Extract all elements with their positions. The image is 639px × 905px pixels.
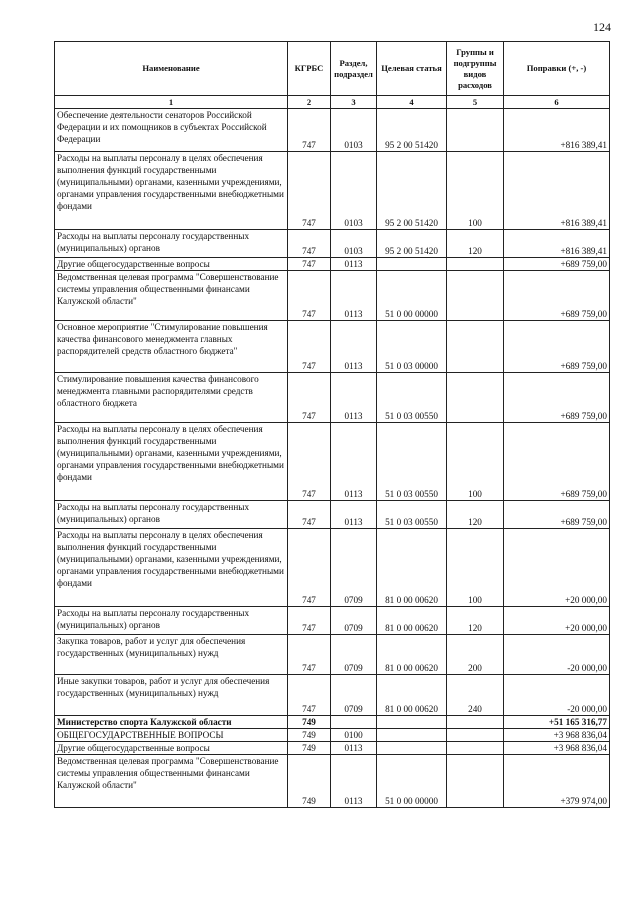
row-expense-group: 100 bbox=[447, 152, 504, 230]
row-amount: +20 000,00 bbox=[504, 529, 610, 607]
header-expense-groups: Группы и подгруппы видов расходов bbox=[447, 42, 504, 96]
row-section: 0709 bbox=[331, 607, 377, 635]
column-number: 4 bbox=[377, 96, 447, 109]
row-name: Министерство спорта Калужской области bbox=[55, 716, 288, 729]
row-target-article: 81 0 00 00620 bbox=[377, 529, 447, 607]
row-name: Расходы на выплаты персоналу в целях обеспечения выполнения функций государственными (муниципальными) органами, казенными учреждениями, органами управления государственными внебюджетными фондами bbox=[55, 152, 288, 230]
row-amount: +689 759,00 bbox=[504, 258, 610, 271]
row-amount: +689 759,00 bbox=[504, 423, 610, 501]
table-row bbox=[55, 152, 610, 230]
header-section: Раздел, подраздел bbox=[331, 42, 377, 96]
row-name: Основное мероприятие "Стимулирование повышения качества финансового менеджмента главных распорядителей средств областного бюджета" bbox=[55, 321, 288, 373]
column-number: 1 bbox=[55, 96, 288, 109]
row-kgrbs: 747 bbox=[288, 607, 331, 635]
row-target-article: 95 2 00 51420 bbox=[377, 230, 447, 258]
row-section: 0113 bbox=[331, 501, 377, 529]
row-target-article bbox=[377, 742, 447, 755]
row-amount: +816 389,41 bbox=[504, 230, 610, 258]
row-target-article: 51 0 03 00550 bbox=[377, 501, 447, 529]
table-row bbox=[55, 755, 610, 808]
row-kgrbs: 747 bbox=[288, 271, 331, 321]
row-kgrbs: 747 bbox=[288, 258, 331, 271]
row-name: Ведомственная целевая программа "Совершенствование системы управления общественными финансами Калужской области" bbox=[55, 755, 288, 808]
row-expense-group bbox=[447, 373, 504, 423]
row-expense-group: 200 bbox=[447, 635, 504, 675]
row-amount: +379 974,00 bbox=[504, 755, 610, 808]
row-kgrbs: 747 bbox=[288, 635, 331, 675]
table-row bbox=[55, 271, 610, 321]
column-number: 3 bbox=[331, 96, 377, 109]
table-row bbox=[55, 675, 610, 716]
row-kgrbs: 747 bbox=[288, 501, 331, 529]
row-kgrbs: 747 bbox=[288, 109, 331, 152]
column-number-row bbox=[55, 96, 610, 109]
row-expense-group: 240 bbox=[447, 675, 504, 716]
row-amount: +689 759,00 bbox=[504, 501, 610, 529]
row-kgrbs: 749 bbox=[288, 755, 331, 808]
table-row bbox=[55, 635, 610, 675]
table-row bbox=[55, 501, 610, 529]
row-target-article: 95 2 00 51420 bbox=[377, 109, 447, 152]
row-section: 0709 bbox=[331, 635, 377, 675]
row-target-article: 51 0 03 00550 bbox=[377, 373, 447, 423]
row-target-article: 81 0 00 00620 bbox=[377, 607, 447, 635]
row-expense-group: 100 bbox=[447, 423, 504, 501]
row-target-article: 51 0 00 00000 bbox=[377, 271, 447, 321]
row-target-article bbox=[377, 258, 447, 271]
budget-amendments-table bbox=[54, 41, 610, 808]
row-target-article: 95 2 00 51420 bbox=[377, 152, 447, 230]
row-expense-group bbox=[447, 729, 504, 742]
row-section: 0113 bbox=[331, 742, 377, 755]
row-section: 0103 bbox=[331, 109, 377, 152]
table-row bbox=[55, 321, 610, 373]
row-section: 0113 bbox=[331, 755, 377, 808]
row-kgrbs: 749 bbox=[288, 729, 331, 742]
table-row bbox=[55, 529, 610, 607]
row-expense-group bbox=[447, 109, 504, 152]
row-section: 0709 bbox=[331, 529, 377, 607]
row-section: 0113 bbox=[331, 423, 377, 501]
row-name: Расходы на выплаты персоналу государственных (муниципальных) органов bbox=[55, 501, 288, 529]
row-name: Расходы на выплаты персоналу государственных (муниципальных) органов bbox=[55, 230, 288, 258]
row-expense-group: 120 bbox=[447, 607, 504, 635]
table-row bbox=[55, 230, 610, 258]
row-kgrbs: 747 bbox=[288, 529, 331, 607]
row-target-article: 51 0 03 00550 bbox=[377, 423, 447, 501]
row-target-article: 51 0 03 00000 bbox=[377, 321, 447, 373]
row-name: Расходы на выплаты персоналу в целях обеспечения выполнения функций государственными (муниципальными) органами, казенными учреждениями, органами управления государственными внебюджетными фондами bbox=[55, 423, 288, 501]
table-row bbox=[55, 729, 610, 742]
header-kgrbs: КГРБС bbox=[288, 42, 331, 96]
row-name: Расходы на выплаты персоналу государственных (муниципальных) органов bbox=[55, 607, 288, 635]
row-expense-group bbox=[447, 742, 504, 755]
row-amount: +3 968 836,04 bbox=[504, 742, 610, 755]
table-row bbox=[55, 109, 610, 152]
row-section: 0113 bbox=[331, 258, 377, 271]
header-target-article: Целевая статья bbox=[377, 42, 447, 96]
row-expense-group bbox=[447, 258, 504, 271]
row-target-article: 81 0 00 00620 bbox=[377, 635, 447, 675]
row-target-article bbox=[377, 729, 447, 742]
row-expense-group bbox=[447, 716, 504, 729]
row-section: 0113 bbox=[331, 321, 377, 373]
row-name: ОБЩЕГОСУДАРСТВЕННЫЕ ВОПРОСЫ bbox=[55, 729, 288, 742]
row-kgrbs: 747 bbox=[288, 373, 331, 423]
row-kgrbs: 747 bbox=[288, 675, 331, 716]
row-expense-group bbox=[447, 755, 504, 808]
column-number: 2 bbox=[288, 96, 331, 109]
row-expense-group bbox=[447, 271, 504, 321]
column-number: 6 bbox=[504, 96, 610, 109]
row-amount: +689 759,00 bbox=[504, 373, 610, 423]
row-section: 0709 bbox=[331, 675, 377, 716]
table-header-row bbox=[55, 42, 610, 96]
row-amount: +816 389,41 bbox=[504, 152, 610, 230]
row-amount: +689 759,00 bbox=[504, 271, 610, 321]
row-target-article bbox=[377, 716, 447, 729]
table-row bbox=[55, 373, 610, 423]
row-name: Стимулирование повышения качества финансового менеджмента главными распорядителями средств областного бюджета bbox=[55, 373, 288, 423]
row-name: Закупка товаров, работ и услуг для обеспечения государственных (муниципальных) нужд bbox=[55, 635, 288, 675]
row-amount: +816 389,41 bbox=[504, 109, 610, 152]
table-row bbox=[55, 423, 610, 501]
row-expense-group: 120 bbox=[447, 501, 504, 529]
row-target-article: 51 0 00 00000 bbox=[377, 755, 447, 808]
table-row bbox=[55, 716, 610, 729]
column-number: 5 bbox=[447, 96, 504, 109]
row-section: 0113 bbox=[331, 373, 377, 423]
row-amount: +3 968 836,04 bbox=[504, 729, 610, 742]
header-amendments: Поправки (+, -) bbox=[504, 42, 610, 96]
row-section: 0103 bbox=[331, 230, 377, 258]
row-kgrbs: 749 bbox=[288, 716, 331, 729]
row-amount: +689 759,00 bbox=[504, 321, 610, 373]
row-name: Обеспечение деятельности сенаторов Российской Федерации и их помощников в субъектах Российской Федерации bbox=[55, 109, 288, 152]
row-expense-group: 120 bbox=[447, 230, 504, 258]
row-section: 0113 bbox=[331, 271, 377, 321]
row-name: Расходы на выплаты персоналу в целях обеспечения выполнения функций государственными (муниципальными) органами, казенными учреждениями, органами управления государственными внебюджетными фондами bbox=[55, 529, 288, 607]
header-name: Наименование bbox=[55, 42, 288, 96]
table-row bbox=[55, 742, 610, 755]
row-kgrbs: 749 bbox=[288, 742, 331, 755]
row-name: Другие общегосударственные вопросы bbox=[55, 742, 288, 755]
row-kgrbs: 747 bbox=[288, 423, 331, 501]
table-row bbox=[55, 607, 610, 635]
table-body bbox=[55, 109, 610, 808]
table-row bbox=[55, 258, 610, 271]
row-name: Иные закупки товаров, работ и услуг для обеспечения государственных (муниципальных) нужд bbox=[55, 675, 288, 716]
row-kgrbs: 747 bbox=[288, 152, 331, 230]
row-amount: -20 000,00 bbox=[504, 675, 610, 716]
row-name: Ведомственная целевая программа "Совершенствование системы управления общественными финансами Калужской области" bbox=[55, 271, 288, 321]
row-kgrbs: 747 bbox=[288, 230, 331, 258]
row-amount: +20 000,00 bbox=[504, 607, 610, 635]
page-number: 124 bbox=[593, 20, 611, 34]
row-expense-group: 100 bbox=[447, 529, 504, 607]
row-amount: -20 000,00 bbox=[504, 635, 610, 675]
row-section: 0100 bbox=[331, 729, 377, 742]
row-expense-group bbox=[447, 321, 504, 373]
row-kgrbs: 747 bbox=[288, 321, 331, 373]
row-name: Другие общегосударственные вопросы bbox=[55, 258, 288, 271]
row-amount: +51 165 316,77 bbox=[504, 716, 610, 729]
row-section bbox=[331, 716, 377, 729]
row-target-article: 81 0 00 00620 bbox=[377, 675, 447, 716]
row-section: 0103 bbox=[331, 152, 377, 230]
